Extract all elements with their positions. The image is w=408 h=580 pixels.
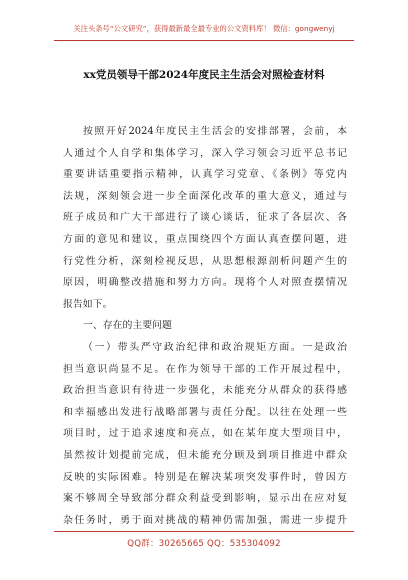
intro-line: 方面的意见和建议，重点围绕四个方面认真查摆问题，进	[63, 233, 347, 245]
section-line: 政治担当意识有待进一步强化，未能充分从群众的获得感	[63, 385, 347, 397]
intro-line: 行党性分析，深刻检视反思，从思想根源剖析问题产生的	[63, 255, 347, 267]
footer-divider	[54, 531, 354, 532]
intro-line: 班子成员和广大干部进行了谈心谈话，征求了各层次、各	[63, 212, 347, 224]
section-line: 虽然按计划提前完成，但未能充分顾及到项目推进中群众	[63, 449, 347, 461]
intro-line: 按照开好2024年度民主生活会的安排部署，会前，本	[83, 126, 347, 137]
section-line: 反映的实际困难。特别是在解决某项突发事件时，曾因方	[63, 471, 347, 483]
section-line: 案不够周全导致部分群众利益受到影响，显示出在应对复	[63, 493, 347, 505]
intro-line: 报告如下。	[63, 298, 113, 310]
section-heading: 一、存在的主要问题	[83, 320, 172, 332]
section-line: 杂任务时，勇于面对挑战的精神仍需加强，需进一步提升	[63, 514, 347, 526]
section-line: 担当意识尚显不足。在作为领导干部的工作开展过程中，	[63, 363, 347, 375]
header-promo-text: 关注头条号“公文研究”，获得最新最全最专业的公文资料库！ 微信：gongwenyj	[73, 24, 335, 33]
section-line: 项目时，过于追求速度和亮点，如在某年度大型项目中，	[63, 428, 347, 440]
section-line: （一）带头严守政治纪律和政治规矩方面。一是政治	[83, 341, 347, 353]
intro-line: 原因，明确整改措施和努力方向。现将个人对照查摆情况	[63, 277, 347, 289]
intro-line: 法规，深刻领会进一步全面深化改革的重大意义，通过与	[63, 190, 347, 202]
section-line: 和幸福感出发进行战略部署与责任分配。以往在处理一些	[63, 406, 347, 418]
document-title: xx党员领导干部2024年度民主生活会对照检查材料	[83, 69, 325, 81]
intro-line: 重要讲话重要指示精神，认真学习党章、《条例》等党内	[63, 169, 347, 181]
document-body	[63, 121, 347, 531]
header-divider	[54, 40, 354, 41]
footer-contact-text: QQ群：30265665 QQ：535304092	[127, 539, 281, 549]
intro-line: 人通过个人自学和集体学习，深入学习领会习近平总书记	[63, 147, 347, 159]
